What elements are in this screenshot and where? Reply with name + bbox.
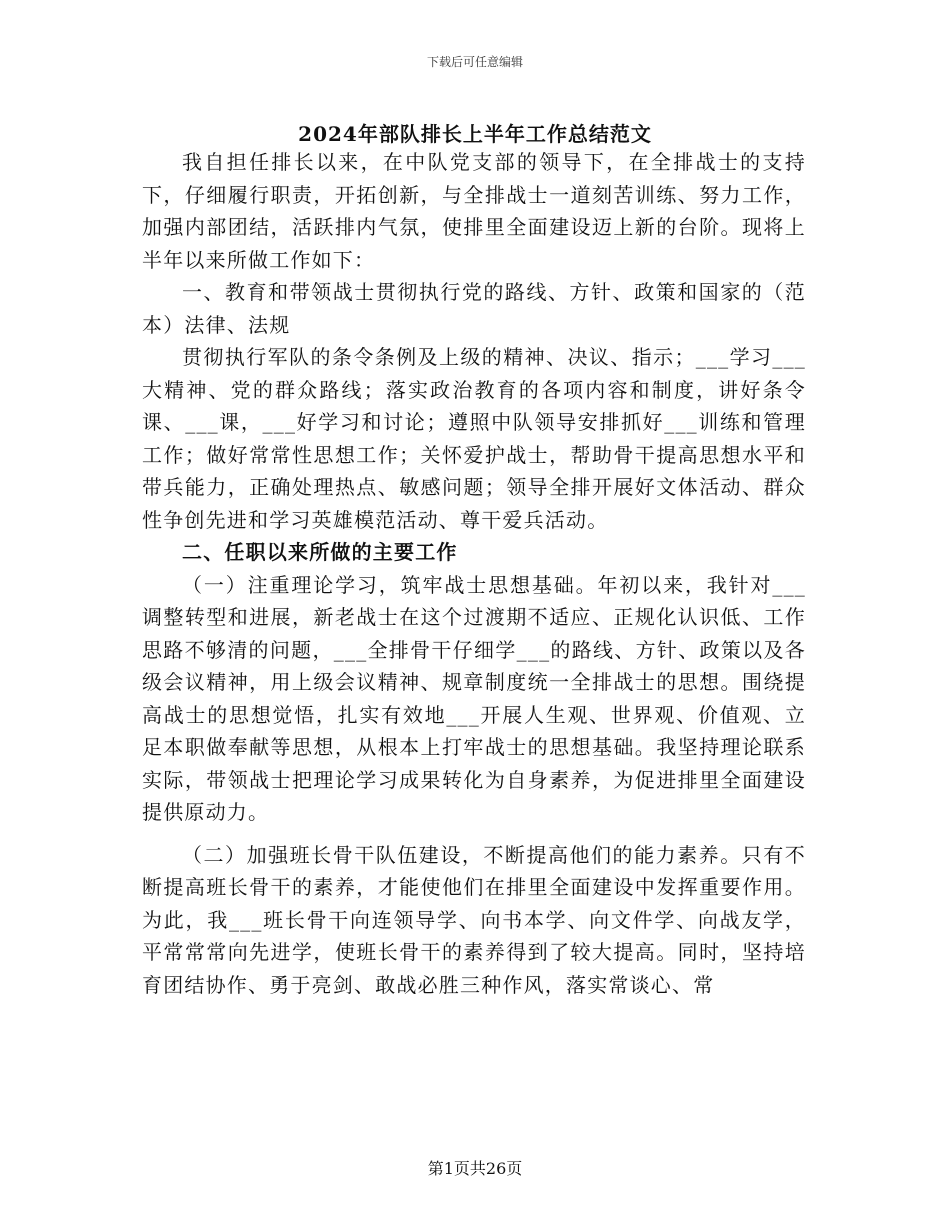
paragraph-theory-study: （一）注重理论学习，筑牢战士思想基础。年初以来，我针对___调整转型和进展，新老战士在这个过渡期不适应、正规化认识低、工作思路不够清的问题，___全排骨干仔细学___的路线、方针、政策以及各级会议精神，用上级会议精神、规章制度统一全排战士的思想。围绕提高战士的思想觉悟，扎实有效地___开展人生观、世界观、价值观、立足本职做奉献等思想，从根本上打牢战士的思想基础。我坚持理论联系实际，带领战士把理论学习成果转化为自身素养，为促进排里全面建设提供原动力。	[142, 572, 806, 824]
document-body	[142, 146, 806, 1001]
paragraph-heading-2: 二、任职以来所做的主要工作	[182, 540, 458, 564]
paragraph-squad-leaders: （二）加强班长骨干队伍建设，不断提高他们的能力素养。只有不断提高班长骨干的素养，才能使他们在排里全面建设中发挥重要作用。为此，我___班长骨干向连领导学、向书本学、向文件学、向战友学，平常常常向先进学，使班长骨干的素养得到了较大提高。同时，坚持培育团结协作、勇于亮剑、敢战必胜三种作风，落实常谈心、常	[142, 842, 806, 997]
page-header: 下载后可任意编辑	[426, 55, 523, 69]
paragraph-duties: 贯彻执行军队的条令条例及上级的精神、决议、指示；___学习___大精神、党的群众路线；落实政治教育的各项内容和制度，讲好条令课、___课，___好学习和讨论；遵照中队领导安排抓好___训练和管理工作；做好常常性思想工作；关怀爱护战士，帮助骨干提高思想水平和带兵能力，正确处理热点、敏感问题；领导全排开展好文体活动、群众性争创先进和学习英雄模范活动、尊干爱兵活动。	[142, 345, 806, 532]
paragraph-heading-1: 一、教育和带领战士贯彻执行党的路线、方针、政策和国家的（范本）法律、法规	[142, 280, 806, 337]
paragraph-intro: 我自担任排长以来，在中队党支部的领导下，在全排战士的支持下，仔细履行职责，开拓创新，与全排战士一道刻苦训练、努力工作，加强内部团结，活跃排内气氛，使排里全面建设迈上新的台阶。现将上半年以来所做工作如下：	[142, 150, 806, 272]
page-footer: 第1页共26页	[427, 1159, 523, 1178]
document-title: 2024年部队排长上半年工作总结范文	[298, 122, 652, 146]
